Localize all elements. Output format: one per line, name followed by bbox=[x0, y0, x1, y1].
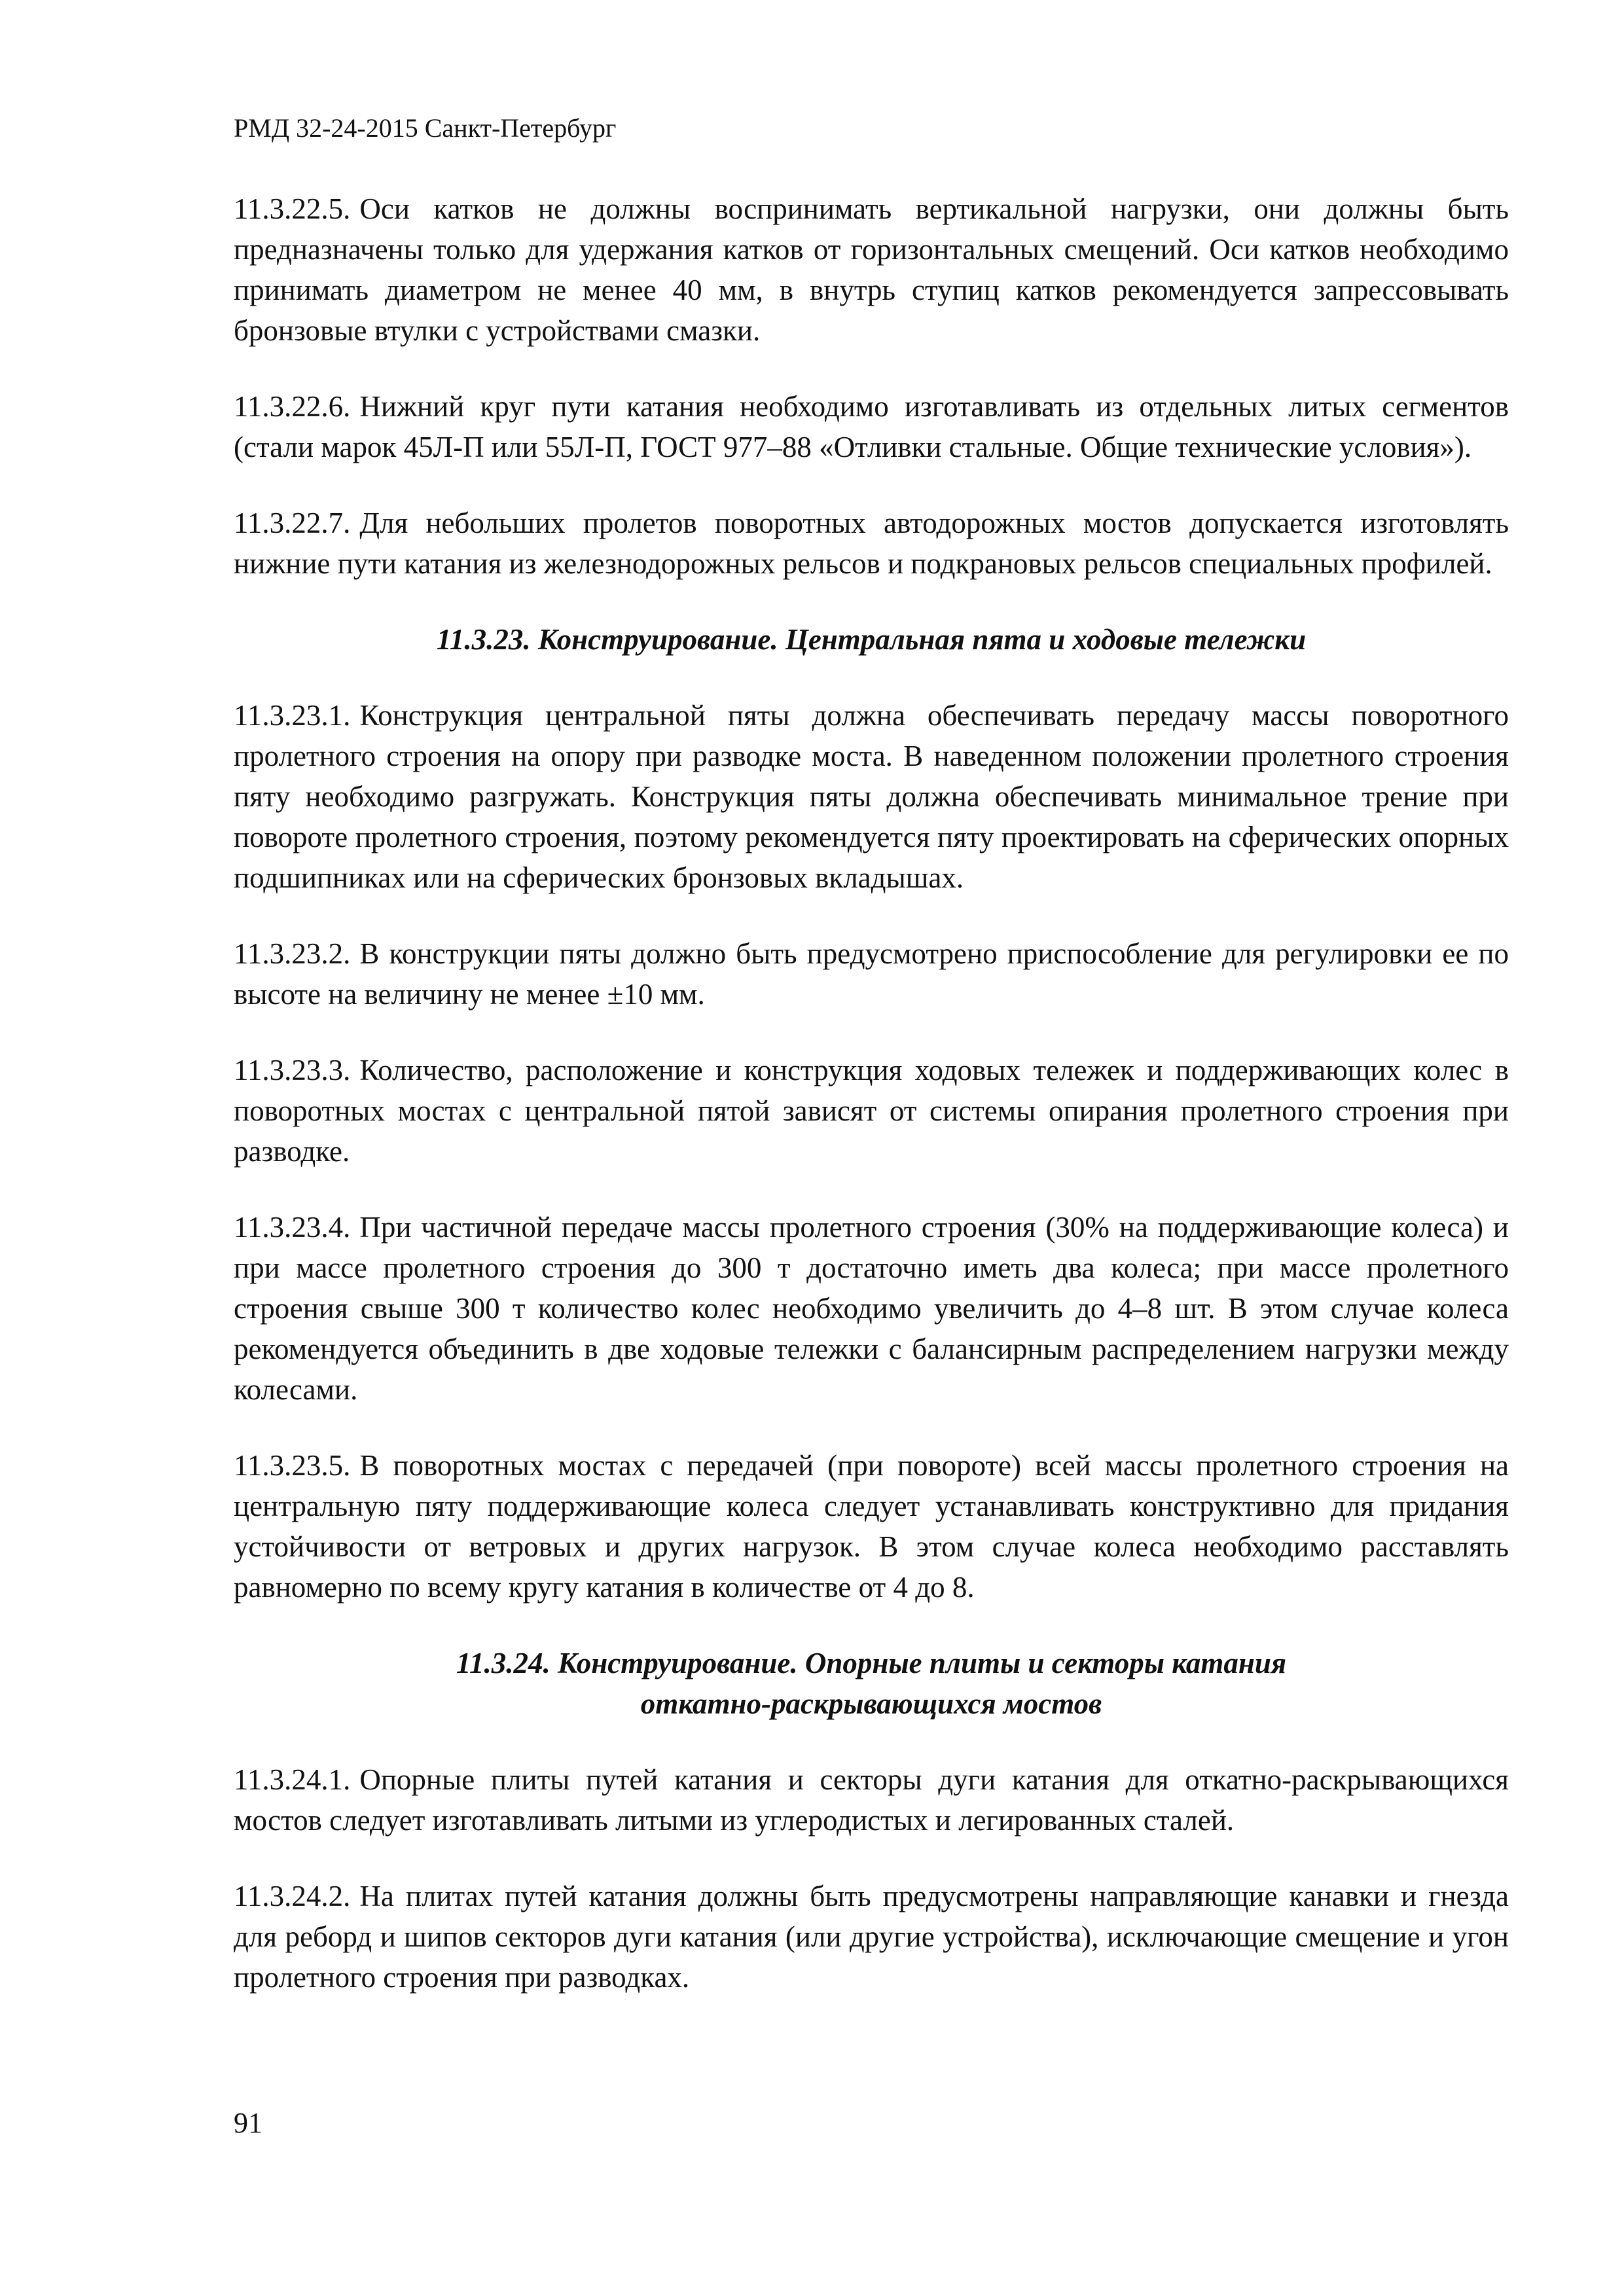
clause-text: Конструкция центральной пяты должна обеспечивать передачу массы поворотного пролетного строения на опору при разводке моста. В наведенном положении пролетного строения пяту необходимо разгружать. Конструкция пяты должна обеспечивать минимальное трение при повороте пролетного строения, поэтому рекомендуется пяту проектировать на сферических опорных подшипниках или на сферических бронзовых вкладышах. bbox=[234, 699, 1509, 894]
clause-number: 11.3.22.5. bbox=[234, 192, 351, 225]
clause-text: В конструкции пяты должно быть предусмотрено приспособление для регулировки ее по высоте на величину не менее ±10 мм. bbox=[234, 937, 1509, 1011]
clause-text: Оси катков не должны воспринимать вертикальной нагрузки, они должны быть предназначены только для удержания катков от горизонтальных смещений. Оси катков необходимо принимать диаметром не менее 40 мм, в внутрь ступиц катков рекомендуется запрессовывать бронзовые втулки с устройствами смазки. bbox=[234, 192, 1509, 347]
section-heading-11-3-24 bbox=[234, 1643, 1509, 1724]
clause-text: Количество, расположение и конструкция ходовых тележек и поддерживающих колес в поворотных мостах с центральной пятой зависят от системы опирания пролетного строения при разводке. bbox=[234, 1054, 1509, 1168]
clause-text: На плитах путей катания должны быть предусмотрены направляющие канавки и гнезда для реборд и шипов секторов дуги катания (или другие устройства), исключающие смещение и угон пролетного строения при разводках. bbox=[234, 1880, 1509, 1994]
page-content bbox=[234, 188, 1509, 2033]
clause-number: 11.3.23.2. bbox=[234, 937, 351, 970]
clause-text: Нижний круг пути катания необходимо изготавливать из отдельных литых сегментов (стали марок 45Л-П или 55Л-П, ГОСТ 977–88 «Отливки стальные. Общие технические условия»). bbox=[234, 390, 1509, 463]
clause-number: 11.3.23.3. bbox=[234, 1054, 351, 1086]
clause-number: 11.3.23.5. bbox=[234, 1449, 351, 1482]
running-header: РМД 32-24-2015 Санкт-Петербург bbox=[234, 113, 617, 143]
clause-number: 11.3.23.4. bbox=[234, 1211, 351, 1244]
clause-text: При частичной передаче массы пролетного строения (30% на поддерживающие колеса) и при массе пролетного строения до 300 т достаточно иметь два колеса; при массе пролетного строения свыше 300 т количество колес необходимо увеличить до 4–8 шт. В этом случае колеса рекомендуется объединить в две ходовые тележки с балансирным распределением нагрузки между колесами. bbox=[234, 1211, 1509, 1406]
paragraph-11-3-22-7 bbox=[234, 503, 1509, 584]
section-heading-line: 11.3.23. Конструирование. Центральная пята и ходовые тележки bbox=[436, 623, 1307, 656]
paragraph-11-3-23-1 bbox=[234, 695, 1509, 898]
paragraph-11-3-24-1 bbox=[234, 1759, 1509, 1840]
clause-text: Опорные плиты путей катания и секторы дуги катания для откатно-раскрывающихся мостов следует изготавливать литыми из углеродистых и легированных сталей. bbox=[234, 1763, 1509, 1837]
paragraph-11-3-23-2 bbox=[234, 933, 1509, 1014]
paragraph-11-3-23-3 bbox=[234, 1050, 1509, 1172]
paragraph-11-3-24-2 bbox=[234, 1876, 1509, 1998]
clause-text: В поворотных мостах с передачей (при повороте) всей массы пролетного строения на центральную пяту поддерживающие колеса следует устанавливать конструктивно для придания устойчивости от ветровых и других нагрузок. В этом случае колеса необходимо расставлять равномерно по всему кругу катания в количестве от 4 до 8. bbox=[234, 1449, 1509, 1604]
paragraph-11-3-23-5 bbox=[234, 1445, 1509, 1607]
section-heading-11-3-23 bbox=[234, 619, 1509, 660]
clause-number: 11.3.24.2. bbox=[234, 1880, 351, 1912]
paragraph-11-3-22-6 bbox=[234, 386, 1509, 467]
clause-number: 11.3.24.1. bbox=[234, 1763, 351, 1796]
section-heading-line: 11.3.24. Конструирование. Опорные плиты и секторы катания bbox=[456, 1647, 1287, 1679]
paragraph-11-3-22-5 bbox=[234, 188, 1509, 351]
clause-number: 11.3.22.6. bbox=[234, 390, 351, 423]
paragraph-11-3-23-4 bbox=[234, 1207, 1509, 1410]
section-heading-line: откатно-раскрывающихся мостов bbox=[640, 1687, 1102, 1720]
page-number: 91 bbox=[234, 2107, 262, 2139]
clause-text: Для небольших пролетов поворотных автодорожных мостов допускается изготовлять нижние пути катания из железнодорожных рельсов и подкрановых рельсов специальных профилей. bbox=[234, 507, 1509, 580]
clause-number: 11.3.22.7. bbox=[234, 507, 351, 539]
clause-number: 11.3.23.1. bbox=[234, 699, 351, 732]
